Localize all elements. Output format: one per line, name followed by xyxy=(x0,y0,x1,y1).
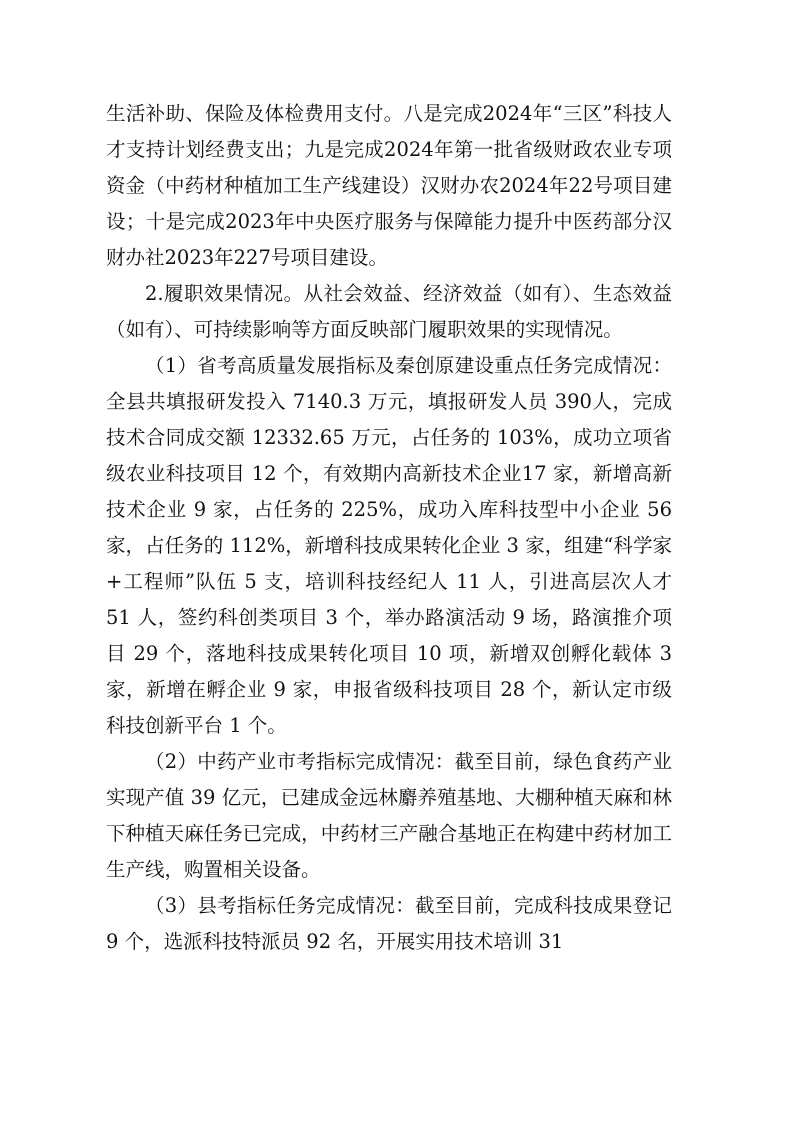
paragraph-provincial-indicators: （1）省考高质量发展指标及秦创原建设重点任务完成情况：全县共填报研发投入 7140.3 万元，填报研发人员 390人，完成技术合同成交额 12332.65 万元，占任务的 103%，成功立项省级农业科技项目 12 个，有效期内高新技术企业17 家，新增高新技术企业 9 家，占任务的 225%，成功入库科技型中小企业 56 家，占任务的 112%，新增科技成果转化企业 3 家，组建“科学家+工程师”队伍 5 支，培训科技经纪人 11 人，引进高层次人才 51 人，签约科创类项目 3 个，举办路演活动 9 场，路演推介项目 29 个，落地科技成果转化项目 10 项，新增双创孵化载体 3 家，新增在孵企业 9 家，申报省级科技项目 28 个，新认定市级科技创新平台 1 个。 xyxy=(106,354,672,737)
paragraph-tcm-industry: （2）中药产业市考指标完成情况：截至目前，绿色食药产业实现产值 39 亿元，已建成金远林麝养殖基地、大棚种植天麻和林下种植天麻任务已完成，中药材三产融合基地正在构建中药材加工生产线，购置相关设备。 xyxy=(106,750,672,881)
paragraph-county-indicators: （3）县考指标任务完成情况：截至目前，完成科技成果登记 9 个，选派科技特派员 92 名，开展实用技术培训 31 xyxy=(106,894,672,953)
document-body xyxy=(106,96,672,960)
paragraph-continuation: 生活补助、保险及体检费用支付。八是完成2024年“三区”科技人才支持计划经费支出；九是完成2024年第一批省级财政农业专项资金（中药材种植加工生产线建设）汉财办农2024年22号项目建设；十是完成2023年中央医疗服务与保障能力提升中医药部分汉财办社2023年227号项目建设。 xyxy=(106,102,672,269)
paragraph-performance-effect: 2.履职效果情况。从社会效益、经济效益（如有）、生态效益（如有）、可持续影响等方面反映部门履职效果的实现情况。 xyxy=(106,282,672,341)
